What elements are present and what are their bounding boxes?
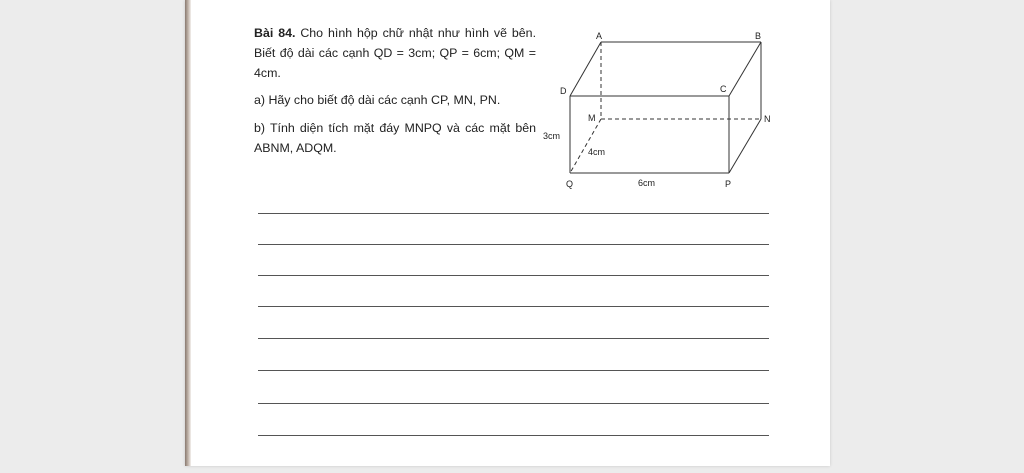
edge-BC	[729, 42, 761, 96]
question-a: a) Hãy cho biết độ dài các cạnh CP, MN, PN.	[254, 93, 501, 107]
answer-line-7	[258, 403, 769, 404]
vertex-label-C: C	[720, 84, 727, 94]
vertex-label-A: A	[596, 31, 603, 41]
length-label-qp: 6cm	[638, 178, 656, 188]
length-label-qd: 3cm	[543, 131, 561, 141]
problem-84	[254, 23, 536, 158]
vertex-label-M: M	[588, 113, 596, 123]
answer-line-3	[258, 275, 769, 276]
vertex-label-P: P	[725, 179, 732, 189]
problem-statement	[254, 23, 536, 83]
problem-title: Bài 84.	[254, 26, 296, 40]
length-label-qm: 4cm	[588, 147, 606, 157]
answer-line-5	[258, 338, 769, 339]
answer-line-4	[258, 306, 769, 307]
vertex-label-Q: Q	[566, 179, 574, 189]
cuboid-figure	[538, 26, 778, 191]
edge-AD	[570, 42, 601, 96]
edge-MQ	[570, 119, 601, 173]
vertex-label-D: D	[560, 86, 567, 96]
question-b: b) Tính diện tích mặt đáy MNPQ và các mặt bên ABNM, ADQM.	[254, 121, 536, 155]
problem-statement-text: Cho hình hộp chữ nhật như hình vẽ bên. Biết độ dài các cạnh QD = 3cm; QP = 6cm; QM = 4cm.	[254, 26, 537, 80]
vertex-label-N: N	[764, 114, 771, 124]
answer-line-2	[258, 244, 769, 245]
answer-line-8	[258, 435, 769, 436]
answer-line-6	[258, 370, 769, 371]
page-binding-edge	[185, 0, 191, 466]
answer-line-1	[258, 213, 769, 214]
edge-NP	[729, 119, 761, 173]
vertex-label-B: B	[755, 31, 762, 41]
